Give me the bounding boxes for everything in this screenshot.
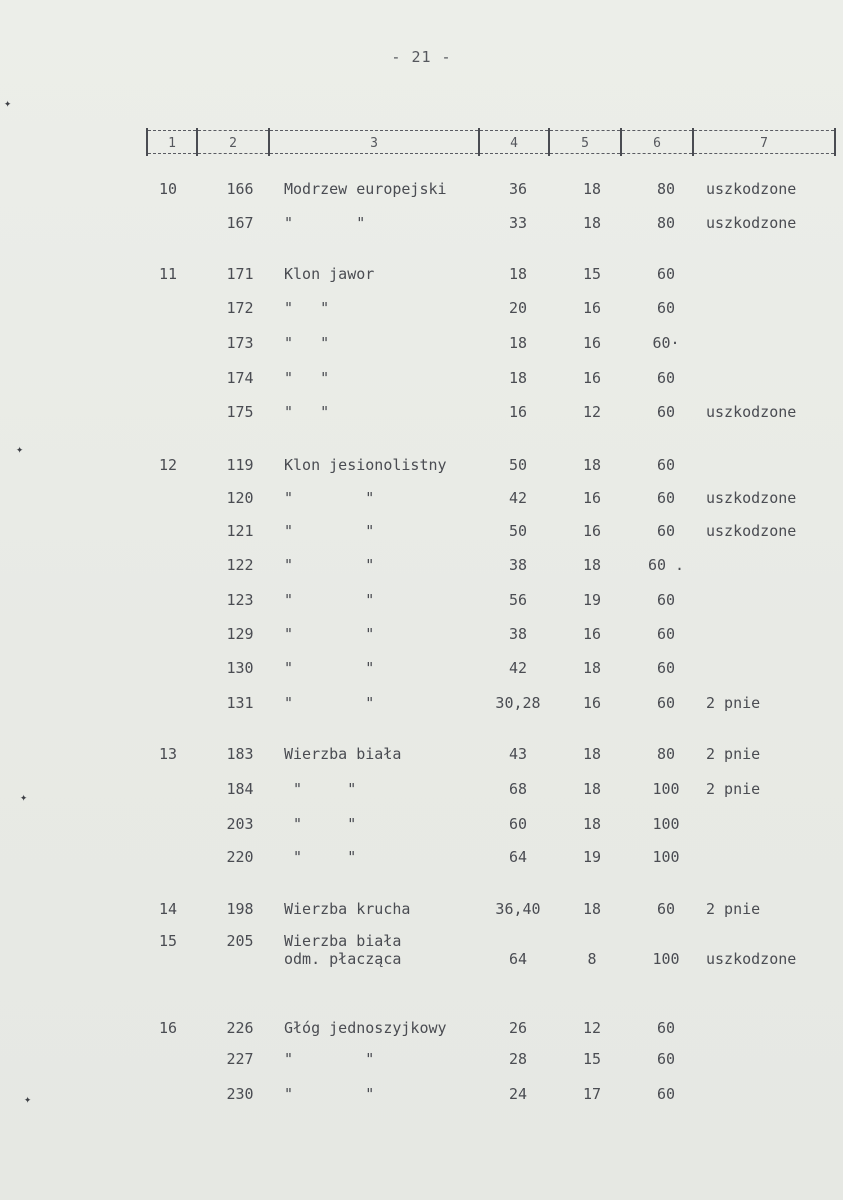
table-cell-col5: 19 — [582, 591, 602, 609]
table-cell-col1: 10 — [158, 180, 178, 198]
table-cell-col7: uszkodzone — [706, 180, 797, 198]
table-cell-col5: 16 — [582, 299, 602, 317]
table-cell-col6: 80 — [656, 214, 676, 232]
table-cell-col3: Klon jawor — [284, 265, 375, 283]
table-cell-col5: 12 — [582, 403, 602, 421]
table-cell-col5: 16 — [582, 694, 602, 712]
table-cell-col5: 15 — [582, 265, 602, 283]
table-cell-col2: 198 — [226, 900, 254, 918]
table-cell-col4: 64 — [508, 848, 528, 866]
table-cell-col4: 42 — [508, 489, 528, 507]
table-cell-col2: 220 — [226, 848, 254, 866]
table-cell-col5: 16 — [582, 334, 602, 352]
table-cell-col5: 18 — [582, 745, 602, 763]
table-cell-col1: 13 — [158, 745, 178, 763]
table-cell-col1: 11 — [158, 265, 178, 283]
table-cell-col2: 130 — [226, 659, 254, 677]
table-cell-col3: " " — [284, 780, 357, 798]
table-cell-col3: " " — [284, 556, 375, 574]
table-cell-col6: 60 — [656, 522, 676, 540]
table-cell-col5: 16 — [582, 489, 602, 507]
table-cell-col2: 131 — [226, 694, 254, 712]
table-cell-col3: Wierzba biała — [284, 745, 402, 763]
page-number: - 21 - — [391, 48, 452, 66]
table-cell-col3: " " — [284, 369, 330, 387]
table-cell-col7: uszkodzone — [706, 950, 797, 968]
table-cell-col3: Wierzba biała odm. płacząca — [284, 932, 402, 968]
table-cell-col5: 8 — [587, 950, 597, 968]
table-cell-col6: 60 — [656, 1050, 676, 1068]
table-cell-col4: 36 — [508, 180, 528, 198]
header-cell-5: 5 — [550, 130, 620, 154]
table-cell-col4: 18 — [508, 265, 528, 283]
margin-mark: ✦ — [16, 442, 24, 456]
table-cell-col5: 18 — [582, 659, 602, 677]
header-separator — [834, 128, 836, 156]
table-cell-col5: 17 — [582, 1085, 602, 1103]
table-cell-col5: 18 — [582, 780, 602, 798]
table-cell-col3: " " — [284, 522, 375, 540]
table-cell-col1: 16 — [158, 1019, 178, 1037]
table-cell-col6: 60 — [656, 369, 676, 387]
table-cell-col5: 16 — [582, 522, 602, 540]
table-cell-col4: 18 — [508, 369, 528, 387]
table-cell-col4: 28 — [508, 1050, 528, 1068]
table-cell-col2: 203 — [226, 815, 254, 833]
table-cell-col3: " " — [284, 1085, 375, 1103]
table-cell-col6: 100 — [652, 848, 680, 866]
table-cell-col2: 175 — [226, 403, 254, 421]
table-cell-col7: uszkodzone — [706, 214, 797, 232]
table-cell-col2: 120 — [226, 489, 254, 507]
table-cell-col7: uszkodzone — [706, 522, 797, 540]
table-cell-col2: 129 — [226, 625, 254, 643]
table-cell-col6: 60 — [656, 299, 676, 317]
table-cell-col2: 119 — [226, 456, 254, 474]
table-cell-col3: Głóg jednoszyjkowy — [284, 1019, 447, 1037]
table-cell-col5: 18 — [582, 900, 602, 918]
margin-mark: ✦ — [24, 1092, 32, 1106]
table-cell-col5: 18 — [582, 456, 602, 474]
table-cell-col6: 60 — [656, 591, 676, 609]
table-cell-col3: " " — [284, 815, 357, 833]
table-cell-col4: 18 — [508, 334, 528, 352]
table-cell-col7: uszkodzone — [706, 489, 797, 507]
table-cell-col4: 16 — [508, 403, 528, 421]
table-cell-col3: " " — [284, 694, 375, 712]
table-cell-col6: 60 — [656, 265, 676, 283]
table-cell-col3: " " — [284, 489, 375, 507]
header-cell-1: 1 — [148, 130, 196, 154]
table-cell-col3: " " — [284, 848, 357, 866]
table-cell-col3: " " — [284, 403, 330, 421]
table-cell-col3: " " — [284, 1050, 375, 1068]
table-cell-col7: 2 pnie — [706, 694, 761, 712]
header-cell-2: 2 — [198, 130, 268, 154]
table-cell-col2: 171 — [226, 265, 254, 283]
table-cell-col5: 18 — [582, 815, 602, 833]
table-cell-col2: 227 — [226, 1050, 254, 1068]
table-cell-col2: 122 — [226, 556, 254, 574]
table-cell-col5: 15 — [582, 1050, 602, 1068]
table-cell-col2: 183 — [226, 745, 254, 763]
table-cell-col6: 100 — [652, 950, 680, 968]
table-cell-col5: 18 — [582, 180, 602, 198]
table-cell-col4: 33 — [508, 214, 528, 232]
table-cell-col7: 2 pnie — [706, 745, 761, 763]
table-cell-col2: 205 — [226, 932, 254, 950]
table-cell-col6: 60 — [656, 900, 676, 918]
table-cell-col4: 68 — [508, 780, 528, 798]
table-cell-col5: 16 — [582, 625, 602, 643]
table-cell-col5: 19 — [582, 848, 602, 866]
table-cell-col6: 60 — [656, 625, 676, 643]
table-cell-col6: 60 — [656, 456, 676, 474]
table-cell-col4: 26 — [508, 1019, 528, 1037]
table-cell-col7: 2 pnie — [706, 900, 761, 918]
table-cell-col4: 64 — [508, 950, 528, 968]
table-cell-col4: 24 — [508, 1085, 528, 1103]
table-cell-col6: 60 — [656, 659, 676, 677]
table-cell-col6: 80 — [656, 745, 676, 763]
table-cell-col4: 50 — [508, 522, 528, 540]
table-cell-col3: " " — [284, 214, 366, 232]
table-cell-col4: 36,40 — [495, 900, 541, 918]
table-cell-col6: 80 — [656, 180, 676, 198]
table-cell-col5: 18 — [582, 556, 602, 574]
table-cell-col2: 230 — [226, 1085, 254, 1103]
table-cell-col2: 121 — [226, 522, 254, 540]
table-cell-col4: 20 — [508, 299, 528, 317]
table-cell-col3: " " — [284, 334, 330, 352]
table-cell-col1: 14 — [158, 900, 178, 918]
table-cell-col1: 15 — [158, 932, 178, 950]
header-cell-7: 7 — [694, 130, 834, 154]
header-cell-4: 4 — [480, 130, 548, 154]
table-cell-col2: 166 — [226, 180, 254, 198]
table-cell-col4: 43 — [508, 745, 528, 763]
table-cell-col3: " " — [284, 299, 330, 317]
table-cell-col4: 60 — [508, 815, 528, 833]
table-cell-col4: 42 — [508, 659, 528, 677]
table-cell-col6: 100 — [652, 780, 680, 798]
header-cell-3: 3 — [270, 130, 478, 154]
table-cell-col7: uszkodzone — [706, 403, 797, 421]
table-cell-col3: " " — [284, 591, 375, 609]
table-cell-col4: 56 — [508, 591, 528, 609]
header-cell-6: 6 — [622, 130, 692, 154]
table-cell-col6: 60 — [656, 403, 676, 421]
table-cell-col2: 167 — [226, 214, 254, 232]
table-cell-col6: 100 — [652, 815, 680, 833]
table-cell-col5: 18 — [582, 214, 602, 232]
table-cell-col4: 50 — [508, 456, 528, 474]
table-cell-col3: " " — [284, 625, 375, 643]
table-cell-col6: 60 — [656, 694, 676, 712]
margin-mark: ✦ — [4, 96, 12, 110]
table-cell-col6: 60 . — [647, 556, 685, 574]
table-cell-col6: 60 — [656, 489, 676, 507]
table-cell-col1: 12 — [158, 456, 178, 474]
table-cell-col2: 172 — [226, 299, 254, 317]
table-cell-col6: 60 — [656, 1019, 676, 1037]
table-cell-col3: Klon jesionolistny — [284, 456, 447, 474]
table-cell-col4: 38 — [508, 625, 528, 643]
table-cell-col2: 226 — [226, 1019, 254, 1037]
table-cell-col2: 174 — [226, 369, 254, 387]
table-cell-col5: 16 — [582, 369, 602, 387]
table-cell-col3: Wierzba krucha — [284, 900, 411, 918]
table-cell-col4: 38 — [508, 556, 528, 574]
table-cell-col7: 2 pnie — [706, 780, 761, 798]
table-cell-col5: 12 — [582, 1019, 602, 1037]
margin-mark: ✦ — [20, 790, 28, 804]
table-cell-col2: 184 — [226, 780, 254, 798]
table-cell-col4: 30,28 — [495, 694, 541, 712]
table-cell-col3: " " — [284, 659, 375, 677]
table-cell-col2: 173 — [226, 334, 254, 352]
table-cell-col6: 60· — [652, 334, 680, 352]
table-cell-col3: Modrzew europejski — [284, 180, 447, 198]
table-cell-col6: 60 — [656, 1085, 676, 1103]
table-cell-col2: 123 — [226, 591, 254, 609]
